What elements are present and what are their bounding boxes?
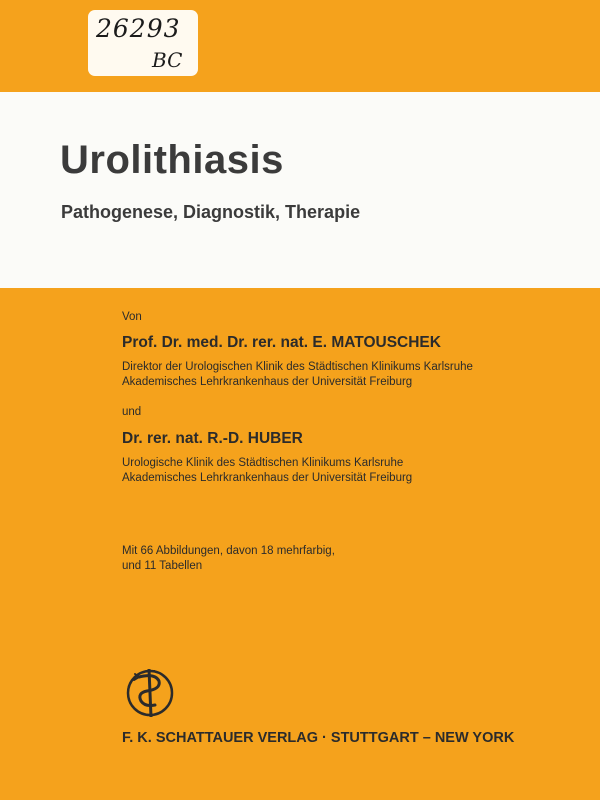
von-text: Von	[122, 311, 142, 323]
figures-line1: Mit 66 Abbildungen, davon 18 mehrfarbig,	[122, 545, 335, 557]
book-title: Urolithiasis	[60, 138, 284, 182]
author1-affiliation-line2: Akademisches Lehrkrankenhaus der Universität Freiburg	[122, 376, 413, 388]
library-label	[88, 10, 198, 76]
label-code: BC	[152, 48, 183, 72]
label-number: 26293	[96, 14, 181, 43]
aesculapian-staff-icon	[125, 665, 175, 720]
book-subtitle: Pathogenese, Diagnostik, Therapie	[61, 202, 361, 222]
title-band	[0, 92, 600, 288]
publisher-line: F. K. SCHATTAUER VERLAG · STUTTGART – NEW YORK	[122, 730, 515, 746]
figures-line2: und 11 Tabellen	[122, 560, 203, 572]
author2-affiliation-line1: Urologische Klinik des Städtischen Klinikums Karlsruhe	[122, 457, 404, 469]
und-text: und	[122, 406, 142, 418]
author1-affiliation-line1: Direktor der Urologischen Klinik des Städtischen Klinikums Karlsruhe	[122, 361, 473, 373]
author2-affiliation-line2: Akademisches Lehrkrankenhaus der Universität Freiburg	[122, 472, 413, 484]
author1-name: Prof. Dr. med. Dr. rer. nat. E. MATOUSCHEK	[122, 334, 441, 351]
author2-name: Dr. rer. nat. R.-D. HUBER	[122, 430, 303, 447]
